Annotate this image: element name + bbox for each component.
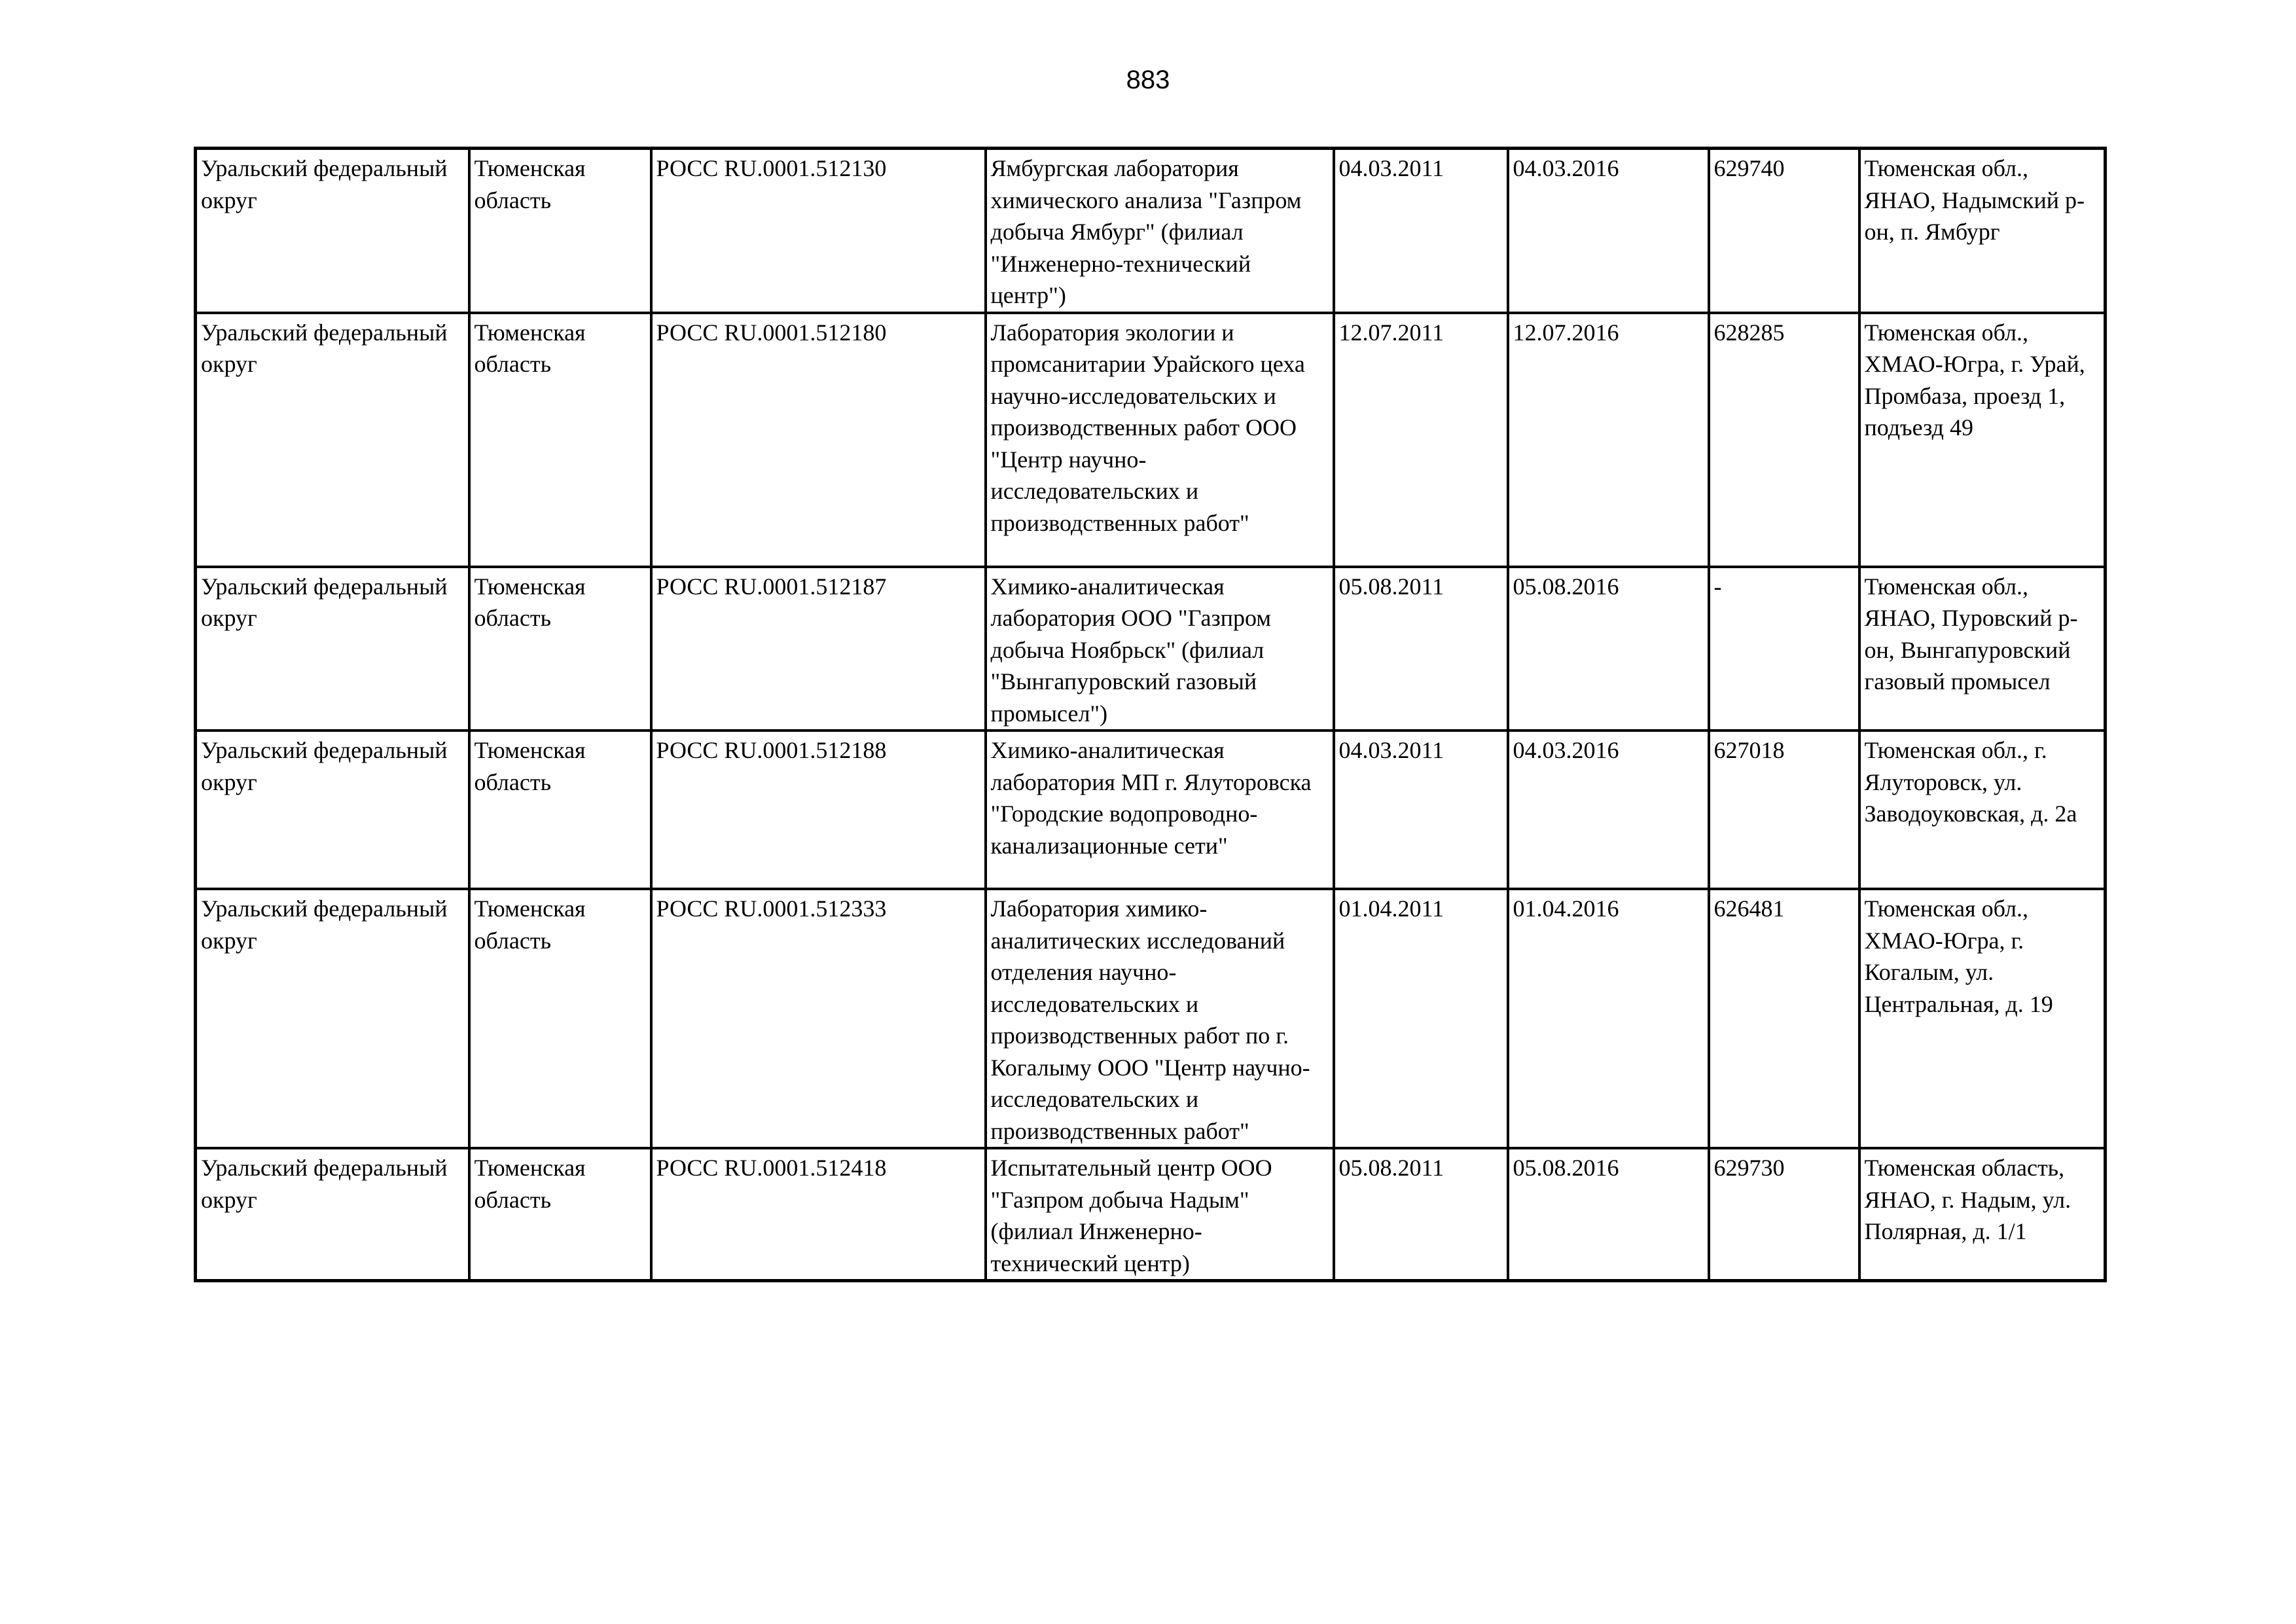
address-cell: Тюменская область, ЯНАО, г. Надым, ул. Полярная, д. 1/1 (1859, 1148, 2106, 1281)
district-cell: Уральский федеральный округ (196, 567, 469, 731)
address-cell: Тюменская обл., ЯНАО, Пуровский р-он, Вынгапуровский газовый промысел (1859, 567, 2106, 731)
postal-index-cell: - (1709, 567, 1859, 731)
issue-date-cell: 05.08.2011 (1334, 567, 1508, 731)
table-row (196, 889, 2106, 1148)
table-row (196, 149, 2106, 313)
district-cell: Уральский федеральный округ (196, 731, 469, 889)
postal-index-cell: 629730 (1709, 1148, 1859, 1281)
certificate-number-cell: РОСС RU.0001.512333 (651, 889, 986, 1148)
address-cell: Тюменская обл., ХМАО-Югра, г. Когалым, ул. Центральная, д. 19 (1859, 889, 2106, 1148)
laboratory-name-cell: Лаборатория экологии и промсанитарии Урайского цеха научно-исследовательских и производственных работ ООО "Центр научно-исследовательских и производственных работ" (986, 313, 1334, 567)
table-row (196, 1148, 2106, 1281)
region-cell: Тюменская область (469, 567, 651, 731)
address-cell: Тюменская обл., ЯНАО, Надымский р-он, п. Ямбург (1859, 149, 2106, 313)
valid-until-cell: 04.03.2016 (1508, 731, 1709, 889)
table-row (196, 731, 2106, 889)
valid-until-cell: 05.08.2016 (1508, 567, 1709, 731)
laboratory-name-cell: Ямбургская лаборатория химического анализа "Газпром добыча Ямбург" (филиал "Инженерно-технический центр") (986, 149, 1334, 313)
table-row (196, 567, 2106, 731)
issue-date-cell: 05.08.2011 (1334, 1148, 1508, 1281)
region-cell: Тюменская область (469, 313, 651, 567)
postal-index-cell: 629740 (1709, 149, 1859, 313)
postal-index-cell: 626481 (1709, 889, 1859, 1148)
certificate-number-cell: РОСС RU.0001.512418 (651, 1148, 986, 1281)
district-cell: Уральский федеральный округ (196, 889, 469, 1148)
postal-index-cell: 628285 (1709, 313, 1859, 567)
laboratory-name-cell: Химико-аналитическая лаборатория МП г. Ялуторовска "Городские водопроводно-канализационные сети" (986, 731, 1334, 889)
valid-until-cell: 04.03.2016 (1508, 149, 1709, 313)
district-cell: Уральский федеральный округ (196, 149, 469, 313)
valid-until-cell: 01.04.2016 (1508, 889, 1709, 1148)
address-cell: Тюменская обл., г. Ялуторовск, ул. Заводоуковская, д. 2а (1859, 731, 2106, 889)
certificate-number-cell: РОСС RU.0001.512187 (651, 567, 986, 731)
certificate-number-cell: РОСС RU.0001.512180 (651, 313, 986, 567)
region-cell: Тюменская область (469, 1148, 651, 1281)
valid-until-cell: 05.08.2016 (1508, 1148, 1709, 1281)
region-cell: Тюменская область (469, 889, 651, 1148)
district-cell: Уральский федеральный округ (196, 1148, 469, 1281)
district-cell: Уральский федеральный округ (196, 313, 469, 567)
laboratory-name-cell: Химико-аналитическая лаборатория ООО "Газпром добыча Ноябрьск" (филиал "Вынгапуровский газовый промысел") (986, 567, 1334, 731)
certificate-number-cell: РОСС RU.0001.512188 (651, 731, 986, 889)
issue-date-cell: 04.03.2011 (1334, 149, 1508, 313)
region-cell: Тюменская область (469, 731, 651, 889)
certificate-number-cell: РОСС RU.0001.512130 (651, 149, 986, 313)
laboratory-name-cell: Лаборатория химико-аналитических исследований отделения научно-исследовательских и производственных работ по г. Когалыму ООО "Центр научно-исследовательских и производственных работ" (986, 889, 1334, 1148)
issue-date-cell: 12.07.2011 (1334, 313, 1508, 567)
table-row (196, 313, 2106, 567)
issue-date-cell: 01.04.2011 (1334, 889, 1508, 1148)
region-cell: Тюменская область (469, 149, 651, 313)
laboratory-registry-table (194, 147, 2107, 1282)
issue-date-cell: 04.03.2011 (1334, 731, 1508, 889)
laboratory-name-cell: Испытательный центр ООО "Газпром добыча Надым" (филиал Инженерно-технический центр) (986, 1148, 1334, 1281)
valid-until-cell: 12.07.2016 (1508, 313, 1709, 567)
address-cell: Тюменская обл., ХМАО-Югра, г. Урай, Промбаза, проезд 1, подъезд 49 (1859, 313, 2106, 567)
page-number: 883 (1126, 65, 1170, 94)
postal-index-cell: 627018 (1709, 731, 1859, 889)
